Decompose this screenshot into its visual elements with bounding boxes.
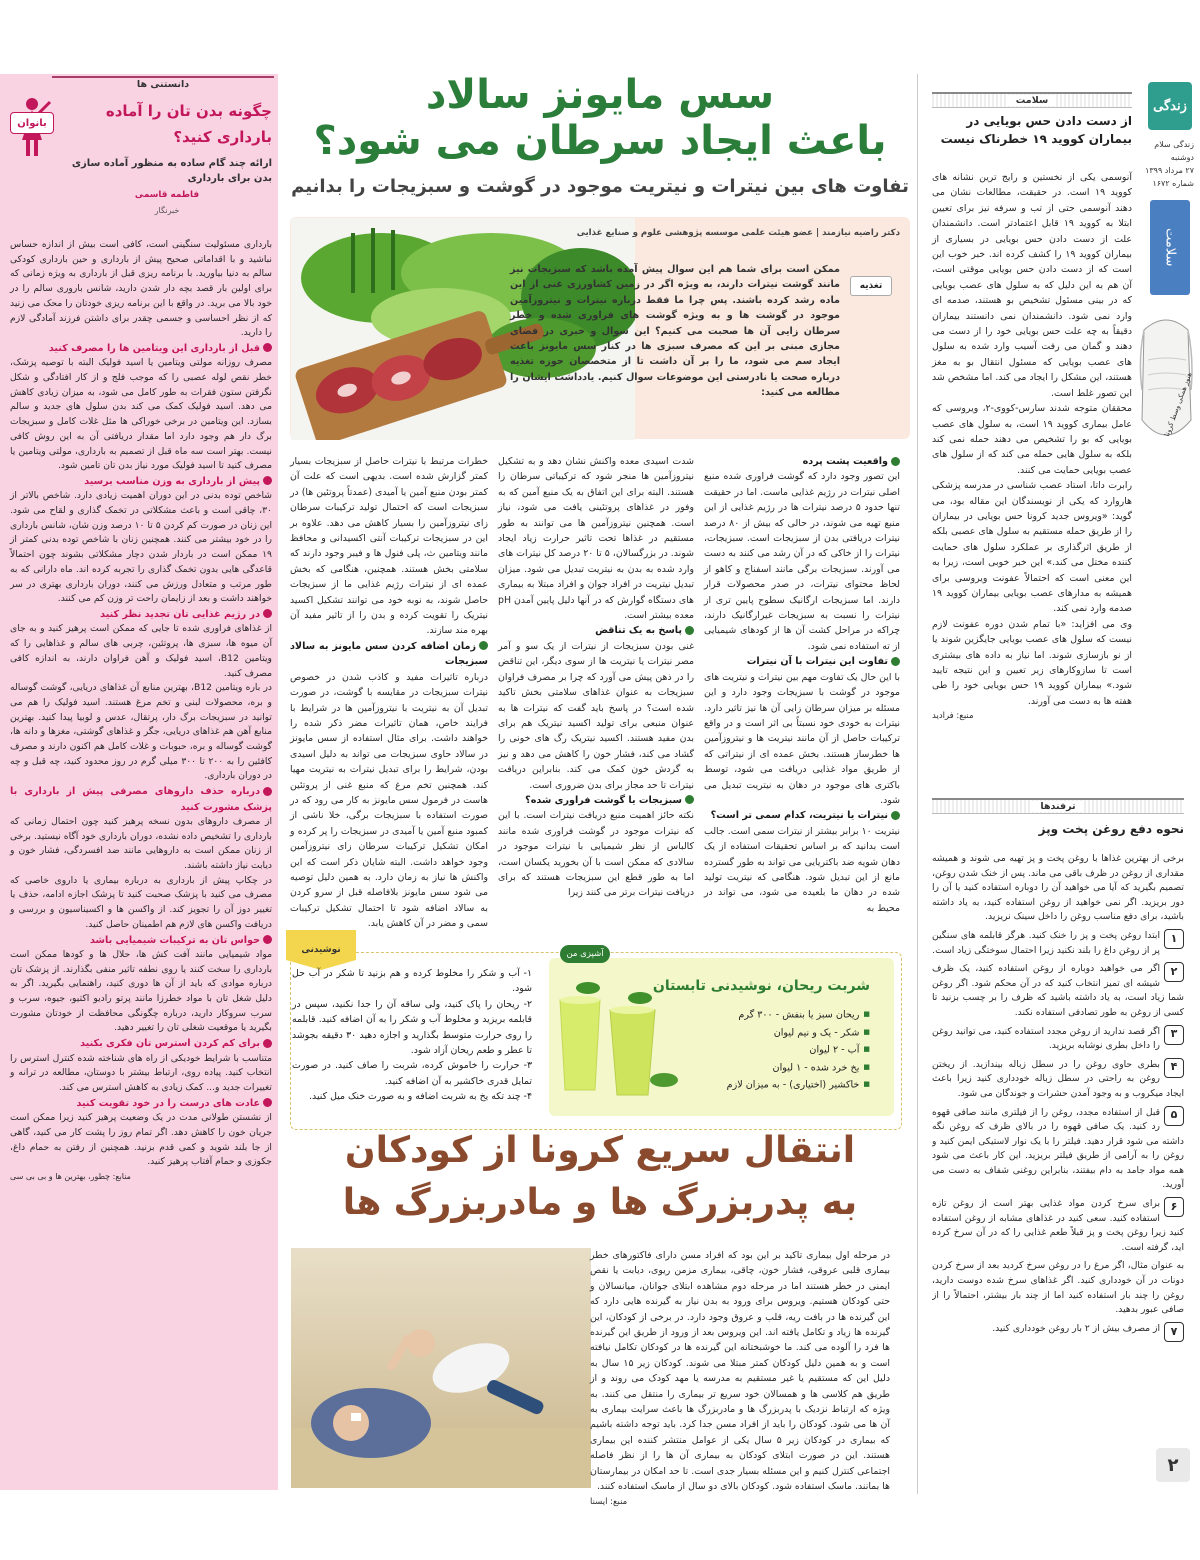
women-lead: ارائه چند گام ساده به منظور آماده سازی بدن برای بارداری	[71, 158, 272, 184]
women-label: بانوان	[10, 112, 54, 134]
article-column-3	[290, 454, 488, 932]
article-column-1	[704, 454, 900, 916]
article-body-smell	[932, 170, 1132, 725]
source-note: منبع: فرادید	[932, 711, 974, 722]
women-article-body	[10, 238, 272, 1185]
step-number: ۵	[1164, 1106, 1184, 1126]
article-column-2	[498, 454, 694, 901]
paragraph: متناسب با شرایط خودیکی از راه های شناخته شده کنترل استرس را انتخاب کنید. پیاده روی، ارتباط بیشتر با دوستان، مطالعه در ترانه و تغییرات جدید و... کمک زیادی به کاهش استرس می کند.	[10, 1052, 272, 1093]
recipe-step: ۱- آب و شکر را مخلوط کرده و هم بزنید تا شکر در آب حل شود.	[292, 968, 532, 995]
ingredient: ■ شکر - یک و نیم لیوان	[670, 1024, 870, 1042]
step-number: ۲	[1164, 962, 1184, 982]
subheading: سبزیجات یا گوشت فراوری شده؟	[498, 793, 694, 808]
ingredient: ■ یخ خرد شده - ۱ لیوان	[670, 1059, 870, 1077]
paragraph: نکته حائز اهمیت منبع دریافت نیترات است. با این که نیترات موجود در گوشت فراوری شده مانند کالباس از نظر شیمیایی با نیترات موجود در سالادی که ممکن است با آن بخورید یکسان است، اما به طور قطع این سبزیجات هستند که برای دریافت نیترات برتر می کنند زیرا	[498, 810, 694, 899]
newspaper-logo: زندگی	[1148, 82, 1192, 130]
page-number: ۲	[1156, 1448, 1190, 1482]
paragraph: شاخص توده بدنی در این دوران اهمیت زیادی دارد. شاخص بالاتر از ۳۰، چاقی است و باعث مشکلاتی در تخمک گذاری و لقاح می شود. این زنان در صورت کم کردن ۵ تا ۱۰ درصد وزن شان، شانس بارداری را در خود بیشتر می کنند. همچنین زنان با شاخص توده بدنی کمتر از ۱۹ ممکن است در باردار شدن دچار مشکلاتی بشوند چون احتمالاً قاعدگی هایی بدون تخمک گذاری را تجربه کرده اند. ماه دارانی که به طور مرتب و متعادل ورزش می کنند، دوران بارداری بهتری در سر خواهند داشت و بعد از زایمان راحت تر وزن کم می کنند.	[10, 490, 272, 605]
issue-meta	[1142, 138, 1194, 190]
recipe-step: ۳- حرارت را خاموش کرده، شربت را صاف کنید. در صورت تمایل قدری خاکشیر به آن اضافه کنید.	[292, 1060, 532, 1087]
subheading: در رژیم غذایی تان تجدید نظر کنید	[10, 607, 272, 622]
paragraph: در چکاپ پیش از بارداری به درباره بیماری یا داروی خاصی که مصرف می کنید با پزشک صحبت کنید تا پزشک اجازه ادامه، حذف یا تغییر دوز آن را تجویز کند. از واکسن ها و اکسیناسیون و بررسی و دریافت واکسن های لازم هم اطمینان حاصل کنید.	[10, 874, 272, 930]
meta-line: زندگی سلام	[1154, 140, 1194, 149]
recipe-title: شربت ریحان، نوشیدنی تابستان	[652, 978, 870, 994]
ribbon-label: نوشیدنی	[301, 945, 341, 955]
paragraph: از نشستن طولانی مدت در یک وضعیت پرهیز کنید زیرا ممکن است جریان خون را کاهش دهد. اگر تمام روز را پشت کار می کنید، گاهی از جا بلند شوید و کمی قدم بزنید. همچنین از رفتن به حمام داغ، جکوزی و حمام آفتاب پرهیز کنید.	[10, 1112, 272, 1168]
main-subheadline: تفاوت های بین نیترات و نیتریت موجود در گوشت و سبزیجات را بدانیم	[291, 176, 909, 197]
meta-line: ۲۷ مرداد ۱۳۹۹	[1145, 166, 1194, 175]
paragraph: محققان متوجه شدند سارس-کووی-۲، ویروسی که عامل بیماری کووید ۱۹ است، به سلول های عصب بویایی که بو را تشخیص می دهند حمله نمی کند بلکه به سلول هایی حمله می کند که از سلول های عصب بویایی حمایت می کنند.	[932, 403, 1132, 476]
paragraph: شدت اسیدی معده واکنش نشان دهد و به تشکیل نیتروزآمین ها منجر شود که ترکیباتی سرطان زا هستند. البته برای این اتفاق به یک منبع آمین که به وفور در غذاهای پروتئینی یافت می شود، نیاز است. همچنین نیتروزآمین ها می توانند به طور مستقیم در غذاها تحت تاثیر حرارت زیاد ایجاد شوند. در بزرگسالان، ۵ تا ۲۰ درصد کل نیترات های وارد شده به بدن به نیتریت تبدیل می شود. میزان تبدیل نیتریت در افراد جوان و افراد مبتلا به بیماری های دستگاه گوارش که در آنها دلیل پایین آمدن pH معده بیشتر است.	[498, 456, 694, 622]
subheading: برای کم کردن استرس تان فکری بکنید	[10, 1036, 272, 1051]
ingredient: ■ ریحان سبز یا بنفش - ۳۰۰ گرم	[670, 1006, 870, 1024]
tips-intro: برخی از بهترین غذاها با روغن پخت و پز تهیه می شوند و همیشه مقداری از روغن در ظرف باقی می ماند. پس از خنک شدن روغن، تصمیم بگیرید که آیا می خواهید آن را دوباره استفاده کنید یا آن را دور بریزید. اگر نمی خواهید از روغن استفاده کنید، به یاد داشته باشید، برای دفع مناسب روغن را داخل سینک نریزید.	[932, 853, 1184, 923]
category-bar-knowledge: دانستنی ها	[52, 76, 274, 92]
step-number: ۳	[1164, 1025, 1184, 1045]
paragraph: این تصور وجود دارد که گوشت فراوری شده منبع اصلی نیترات در رژیم غذایی ماست. اما در حقیقت تنها حدود ۵ درصد نیترات ها در رژیم غذایی از این منبع تهیه می شوند، در حالی که بیش از ۸۰ درصد نیترات دریافتی بدن از سبزیجات است. سبزیجات، نیترات را از خاکی که در آن رشد می کنند به دست می آورند. سبزیجات برگی مانند اسفناج و کاهو از لحاظ محتوای نیترات، در صدر محصولات قرار دارند. اما سبزیجات ارگانیک سطوح پایین تری از نیترات را نسبت به سبزیجات غیرارگانیک دارند، چراکه در مراحل کشت آن ها از کودهای شیمیایی از ته استفاده نمی شود.	[704, 471, 900, 652]
recipe-steps	[292, 966, 532, 1105]
paragraph: با این حال یک تفاوت مهم بین نیترات و نیتریت های موجود در گوشت با سبزیجات وجود دارد و این مسئله بر میزان سرطان زایی آن ها نیز تاثیر دارد. نیترات به خودی خود نسبتاً بی اثر است و در واقع ترکیبات حاصل از آن مانند نیتریت ها و نیتروزآمین ها خطرساز هستند. بخش عمده ای از نیتراتی که از طریق مواد غذایی دریافت می شود، توسط باکتری های موجود در دهان به نیتریت تبدیل می شود.	[704, 671, 900, 806]
paragraph: غنی بودن سبزیجات از نیترات از یک سو و آمر مصر نیترات یا نیتریت ها از سوی دیگر، این تناقض را در ذهن پیش می آورد که چرا بر مصرف فراوان سبزیجات به عنوان غذاهای سلامتی بخش تاکید شده است؟ در پاسخ باید گفت که نیترات ها به عنوان منبعی برای تولید اکسید نیتریک هم برای بدن مفید هستند. اکسید نیتریک رگ های خونی را گشاد می کند، فشار خون را کاهش می دهد و نیز به گردش خون کمک می کند. بنابراین دریافت نیترات تا حد مجاز برای بدن ضروری است.	[498, 640, 694, 791]
drink-ribbon	[286, 930, 356, 970]
tips-body	[932, 852, 1184, 1346]
tip-step-note: به عنوان مثال، اگر مرغ را در روغن سرخ کردید بعد از سرخ کردن دونات در آن خودداری کنید. اگر غذاهای سرخ شده دوست دارید، روغن را چند بار استفاده کنید اما از چند بار بیشتر، احتمالاً را از صافی عبور بدهید.	[932, 1260, 1184, 1316]
subheading: پاسخ به یک تناقض	[498, 623, 694, 638]
source-note: منابع: چطور، بهترین ها و بی بی سی	[10, 1171, 131, 1181]
paragraph: مواد شیمیایی مانند آفت کش ها، حلال ها و کودها ممکن است بارداری را سخت کنند یا روی نطفه تاثیر منفی بگذارند. از پزشک تان درباره موادی که باید از آن ها دوری کنید، راهنمایی بگیرید. اگر به دلیل شغل تان با مواد خطرزا مانند پرتو رادیو اکتیو، جیوه، سرب و سرب سروکار دارید، درباره چگونگی محافظت از خودتان مشورت بگیرید یا موقعیت شغلی تان را تغییر دهید.	[10, 948, 272, 1034]
women-title: چگونه بدن تان را آماده بارداری کنید؟	[105, 102, 272, 146]
meta-line: شماره ۱۶۷۲	[1152, 179, 1194, 188]
subheading: تفاوت این نیترات با آن نیترات	[704, 654, 900, 669]
article-title-smell: از دست دادن حس بویایی در بیماران کووید ۱۹ خطرناک نیست	[940, 114, 1132, 146]
subheading: عادت های درست را در خود تقویت کنید	[10, 1096, 272, 1111]
women-author: فاطمه قاسمی	[134, 190, 200, 200]
subheading: حواس تان به ترکیبات شیمیایی باشد	[10, 933, 272, 948]
recipe-step: ۴- چند تکه یخ به شربت اضافه و به صورت خنک میل کنید.	[309, 1091, 532, 1103]
article-author: دکتر راضیه نیازمند | عضو هیئت علمی موسسه پژوهشی علوم و صنایع غذایی	[576, 228, 900, 238]
kids-article-body	[590, 1248, 890, 1510]
right-column	[918, 0, 1200, 1560]
tips-title: نحوه دفع روغن پخت وپز	[1038, 822, 1184, 836]
recipe-ingredients	[670, 1006, 870, 1094]
subheading: قبل از بارداری این ویتامین ها را مصرف کنید	[10, 341, 272, 356]
subheading: واقعیت پشت پرده	[704, 454, 900, 469]
paragraph: درباره تاثیرات مفید و کاذب شدن در خصوص نیترات سبزیجات در مقایسه با گوشت، در صورت تبدیل آن به نیتریت با نیتروزآمین ها در شرایط با فرایند خاص، همان تاثیرات مضر ذکر شده را خواهند داشت. برای مثال استفاده از سس مایونز در سالاد حاوی سبزیجات می تواند به دلیل اسیدی بودن، شرایط را برای تبدیل نیترات به نیتریت مهیا کند. همچنین تخم مرغ که منبع غنی از پروتئین هاست در فرمول سس مایونز به کار می رود که در صورت استفاده با سبزیجات برگی، خلا ناشی از کمبود منبع آمین یا آمیدی در سبزیجات را پر کرده و امکان تشکیل ترکیبات سرطان زای نیتروزآمین وجود خواهد داشت. البته شایان ذکر است که این واکنش ها نیاز به زمان دارد. به همین دلیل توصیه می شود سس مایونز بلافاصله قبل از سرو کردن به سالاد اضافه شود تا احتمال تشکیل ترکیبات سمی و مضر در آن کاهش یابد.	[290, 671, 488, 930]
ingredient: ■ آب - ۲ لیوان	[670, 1041, 870, 1059]
paragraph: در باره ویتامین B12، بهترین منابع آن غذاهای دریایی، گوشت گوساله و بره، محصولات لبنی و تخم مرغ هستند. اسید فولیک را هم می توانید در سبزیجات برگ دار، پرتقال، عدس و لوبیا پیدا کنید. بهترین منابع آهن هم غذاهای دریایی، جگر و غذاهای گوشتی، مغزها و دانه ها، گوشت گوساله و بره، حبوبات و غلات کامل هم اکنون دارند و مصرف کافئین را به ۲۰۰ تا ۳۰۰ میلی گرم در روز محدود کنید، چه قبل و چه در دوران بارداری.	[10, 682, 273, 782]
paragraph: در مرحله اول بیماری تاکید بر این بود که افراد مسن دارای فاکتورهای خطر بیماری قلبی عروقی، فشار خون، چاقی، بیماری مزمن ریوی، دیابت یا نقص ایمنی در خطر هستند اما در مرحله دوم مشاهده ابتلای جوانان، میانسالان و حتی کودکان هستیم. ویروس برای ورود به بدن نیاز به گیرنده هایی دارد که این گیرنده ها در بافت ریه، قلب و عروق وجود دارد. در برخی از کودکان، این گیرنده ها زیاد و تکامل یافته اند. این ویروس بعد از ورود از طریق این گیرنده ها فرد را آلوده می کند. ما خوشبختانه این گیرنده ها در کودکان تکامل نیافته است و به همین دلیل کودکان کمتر مبتلا می شوند. کودکان زیر ۱۵ سال به دلیل این که مستقیم یا غیر مستقیم به مدرسه یا مهد کودک می روند و از طریق هم کلاسی ها و همسالان خود سریع تر بیماری را منتقل می کنند. به ویژه که ارتباط نزدیک با پدربزرگ ها و مادربزرگ ها باعث سرایت بیماری به آن ها می شود. کودکان را باید از افراد مسن جدا کرد. باید توجه داشته باشیم که بیماری در کودکان زیر ۵ سال یکی از عوامل منتشر کننده این بیماری هستند. این در صورت ابتلای کودکان به بیماری آن ها را از نظر فاصله اجتماعی کنترل کنیم و این مسئله بسیار جدی است. تا حد امکان در بیمارستان ها بمانند. ماسک استفاده شود. کودکان بالای دو سال از ماسک استفاده کنند.	[590, 1250, 891, 1493]
paragraph: آنوسمی یکی از نخستین و رایج ترین نشانه های کووید ۱۹ است. در حقیقت، مطالعات نشان می دهند آنوسمی حتی از تب و سرفه نیز برای تعیین ابتلا به کووید ۱۹ قابل اعتمادتر است. دانشمندان علت از دست دادن حس بویایی در بسیاری از بیماران کووید ۱۹ را کشف کرده اند. خبر خوب این است که از دست دادن حس بویایی موقتی است، آن هم به این دلیل که به سلول های عصب بویایی که در بینی مسئول تشخیص بو هستند، صدمه ای وارد نمی شود. دانشمندان نمی دانستند بیماران دقیقاً به چه علت حس بویایی خود را از دست می دهند و گمان می رفت آسیب وارد شده به سلول های عصب بویایی که مسئول انتقال بو به مغز هستند، این مشکل را ایجاد می کند. اما مشخص شد این تصور غلط است.	[932, 172, 1132, 399]
article-intro: ممکن است برای شما هم این سوال پیش آمده باشد که سبزیجات نیز مانند گوشت نیترات دارند، به ویژه اگر در زمین کشاورزی غنی از این ماده رشد کرده باشند. پس چرا ما فقط درباره نیترات و نیتروزآمین موجود در گوشت ها و به ویژه گوشت های فراوری شده و خطر سرطان زایی آن ها صحبت می کنیم؟ این سوال و خبری در فضای مجازی مبنی بر این که مصرف سبزی ها در کنار سس مایونز باعث ایجاد سم می شود، ما را بر آن داشت تا از متخصصان حوزه تغذیه درباره صحت یا نادرستی این موضوعات سوال کنیم. یادداشت ایشان را مطالعه می کنید:	[510, 264, 840, 399]
kids-headline: انتقال سریع کرونا از کودکان به پدربزرگ ها و مادربزرگ ها	[342, 1130, 858, 1223]
tip-step: ۲ اگر می خواهید دوباره از روغن استفاده کنید، یک ظرف شیشه ای تمیز انتخاب کنید که در آن محکم شود. اگر روغن شما زیاد است، به یاد داشته باشید که ظرف را بر چسب بزنید تا کسی از روغن به طور تصادفی استفاده نکند.	[932, 963, 1184, 1018]
tip-step: ۳ اگر قصد ندارید از روغن مجدد استفاده کنید، می توانید روغن را داخل بطری نوشابه بریزید.	[932, 1025, 1184, 1054]
subheading: زمان اضافه کردن سس مایونز به سالاد سبزیجات	[290, 640, 488, 668]
step-number: ۶	[1164, 1197, 1184, 1217]
tip-step: ۴ بطری حاوی روغن را در سطل زباله بیندازید. از ریختن روغن به راحتی در سطل زباله خودداری کنید زیرا باعث ایجاد میکروب و به وجود آمدن حشرات و جوندگان می شود.	[932, 1058, 1184, 1099]
paragraph: نیتریت ۱۰ برابر بیشتر از نیترات سمی است. جالب است بدانید که بر اساس تحقیقات استفاده از یک دهان شویه ضد باکتریایی می تواند به طور گسترده مانع از این تبدیل شود. هنگامی که نیتریت تولید شده در دهان ما بلعیده می شود، می تواند در محیط به	[704, 825, 900, 914]
source-note: منبع: ایسنا	[590, 1496, 628, 1507]
subheading: نیترات یا نیتریت، کدام سمی تر است؟	[704, 808, 900, 823]
tip-step: ۵ قبل از استفاده مجدد، روغن را از فیلتری مانند صافی قهوه رد کنید. یک صافی قهوه را در بالای ظرف که روغن نگه داشته می شود قرار دهید. فیلتر را با یک نوار لاستیکی ایمن کنید و روغن را به آرامی از طریق فیلتر بریزید. این کار باعث می شود همه مواد جامد به دام بیفتند، بنابراین روغنی شفاف به دست می آورید.	[932, 1106, 1184, 1191]
mask-text: هنوز همکی وسط کرونا	[1162, 371, 1194, 438]
grandfather-child-photo	[291, 1248, 591, 1488]
recipe-step: ۲- ریحان را پاک کنید، ولی ساقه آن را جدا نکنید، سپس در قابلمه بریزید و مخلوط آب و شکر را به آن اضافه کنید. قابلمه را روی حرارت متوسط بگذارید و اجازه دهید ۳۰ دقیقه بجوشد تا عطر و طعم ریحان آزاد شود.	[292, 998, 532, 1057]
category-bar-tips: ترفندها	[932, 798, 1184, 814]
paragraph: خطرات مرتبط با نیترات حاصل از سبزیجات بسیار کمتر گزارش شده است. بدیهی است که علت آن کمتر بودن منبع آمین یا آمیدی (عمدتاً پروتئین ها) در سبزیجات است که احتمال تولید ترکیبات سرطان زای نیتروزآمین را بسیار کاهش می دهد. علاوه بر این در سبزیجات ترکیبات آنتی اکسیدانی و محافظ مانند ویتامین ث، پلی فنول ها و فیبر وجود دارند که سلامتی بخش هستند. همچنین، هنگامی که بخش عمده ای از نیترات رژیم غذایی ما از سبزیجات حاصل شوند، به نوبه خود می توانند تشکیل اکسید نیتریک را تقویت کرده و بدن را از تاثیر مفید آن بهره مند سازند.	[290, 456, 488, 637]
step-number: ۴	[1164, 1058, 1184, 1078]
recipe-tag: آشپزی من	[560, 945, 610, 963]
paragraph: وی می افزاید: «با تمام شدن دوره عفونت لازم نیست که سلول های عصب بویایی جایگزین شوند یا از نو بازسازی شوند. اما نیاز به داده های بیشتری است تا سازوکارهای زیر تعیین و این نتیجه تایید شود.» بیماران کووید ۱۹ حس بویایی خود را طی هفته ها به دست می آورند.	[932, 618, 1132, 707]
paragraph: از غذاهای فراوری شده تا جایی که ممکن است پرهیز کنید و به جای آن میوه ها، سبزی ها، پروتئین، چربی های سالم و غذاهایی را که ویتامین B12، اسید فولیک و آهن فراوان دارند، به اندازه کافی مصرف کنید.	[10, 623, 272, 679]
ingredient: ■ خاکشیر (اختیاری) - به میزان لازم	[670, 1076, 870, 1094]
paragraph: از مصرف داروهای بدون نسخه پرهیز کنید چون احتمال زمانی که بارداری را تشخیص داده نشده، دوران بارداری خود آگاه نیستید. برخی از زنان ممکن است به داروهایی مانند ضد افسردگی، فشار خون و دیابت نیاز داشته باشند.	[10, 815, 272, 872]
paragraph: بارداری مسئولیت سنگینی است، کافی است بیش از اندازه حساس نباشید و با اقداماتی صحیح پیش از بارداری و حین بارداری کودکی سالم به دنیا بیاورید. با برنامه ریزی قبل از بارداری به ویژه زمانی که برای اولین بار قصد بچه دار شدن دارید، شانس باروری سالم را در خود بالا می برید. در واقع با این برنامه ریزی خودتان را محک می زنید که از نظر احساسی و جسمی چقدر برای داشتن فرزند آمادگی لازم را دارید.	[10, 239, 272, 339]
step-number: ۱	[1164, 929, 1184, 949]
step-number: ۷	[1164, 1322, 1184, 1342]
face-mask-illustration	[1136, 300, 1196, 460]
main-headline: سس مایونز سالاد باعث ایجاد سرطان می شود؟	[313, 72, 887, 164]
nutrition-tag: تغذیه	[850, 276, 892, 296]
subheading: درباره حذف داروهای مصرفی پیش از بارداری با پزشک مشورت کنید	[10, 786, 272, 813]
section-tab: سلامت	[1150, 200, 1190, 295]
meta-line: دوشنبه	[1170, 153, 1194, 162]
category-bar-health: سلامت	[932, 92, 1132, 108]
paragraph: رابرت داتا، استاد عصب شناسی در مدرسه پزشکی هاروارد که یکی از نویسندگان این مقاله بود، می گوید: «ویروس جدید کرونا حس بویایی در بیماران را از طریق حمله مستقیم به سلول های عصبی بلکه از طریق اثرگذاری بر عملکرد سلول های حمایت کننده مختل می کند.» این خبر خوبی است، زیرا به این معنی است که احتمالاً عفونت ویروسی برای همیشه به مدارهای عصب بویایی بیماران کووید ۱۹ صدمه وارد نمی کند.	[932, 480, 1132, 615]
tip-step: ۶ برای سرخ کردن مواد غذایی بهتر است از روغن تازه استفاده کنید. سعی کنید در غذاهای مشابه از روغن استفاده کنید زیرا روغن پخت و پز قبلاً طعم غذایی را که در آن سرخ کرده اید، گرفته است.	[932, 1198, 1184, 1253]
women-author-role: خبرنگار	[154, 206, 180, 215]
tip-step: ۷ از مصرف بیش از ۲ بار روغن خودداری کنید.	[932, 1322, 1184, 1342]
subheading: پیش از بارداری به وزن مناسب برسید	[10, 474, 272, 489]
tip-step: ۱ ابتدا روغن پخت و پز را خنک کنید. هرگز قابلمه های سنگین پر از روغن داغ را بلند نکنید زیرا احتمال سوختگی زیاد است.	[932, 929, 1184, 958]
column-divider	[917, 74, 918, 1494]
paragraph: مصرف روزانه مولتی ویتامین یا اسید فولیک البته با توصیه پزشک، خطر نقص لوله عصبی را که موجب فلج و از کار افتادگی و شکل نگرفتن ستون فقرات به طور کامل می شود، به میزان زیادی کاهش می دهد. اسید فولیک کمک می کند بدن سلول های جدید و سالم بسازد. این ویتامین در برخی خوراکی ها مثل غلات کامل و سبزیجات برگ دار هم وجود دارد اما مقدار دریافتی آن به این روش کافی نیست. بهتر است سه ماه قبل از تصمیم به بارداری، مولتی ویتامین یا مصرف کنید تا اسید فولیک مورد نیاز بدن تان تامین شود.	[10, 357, 272, 472]
